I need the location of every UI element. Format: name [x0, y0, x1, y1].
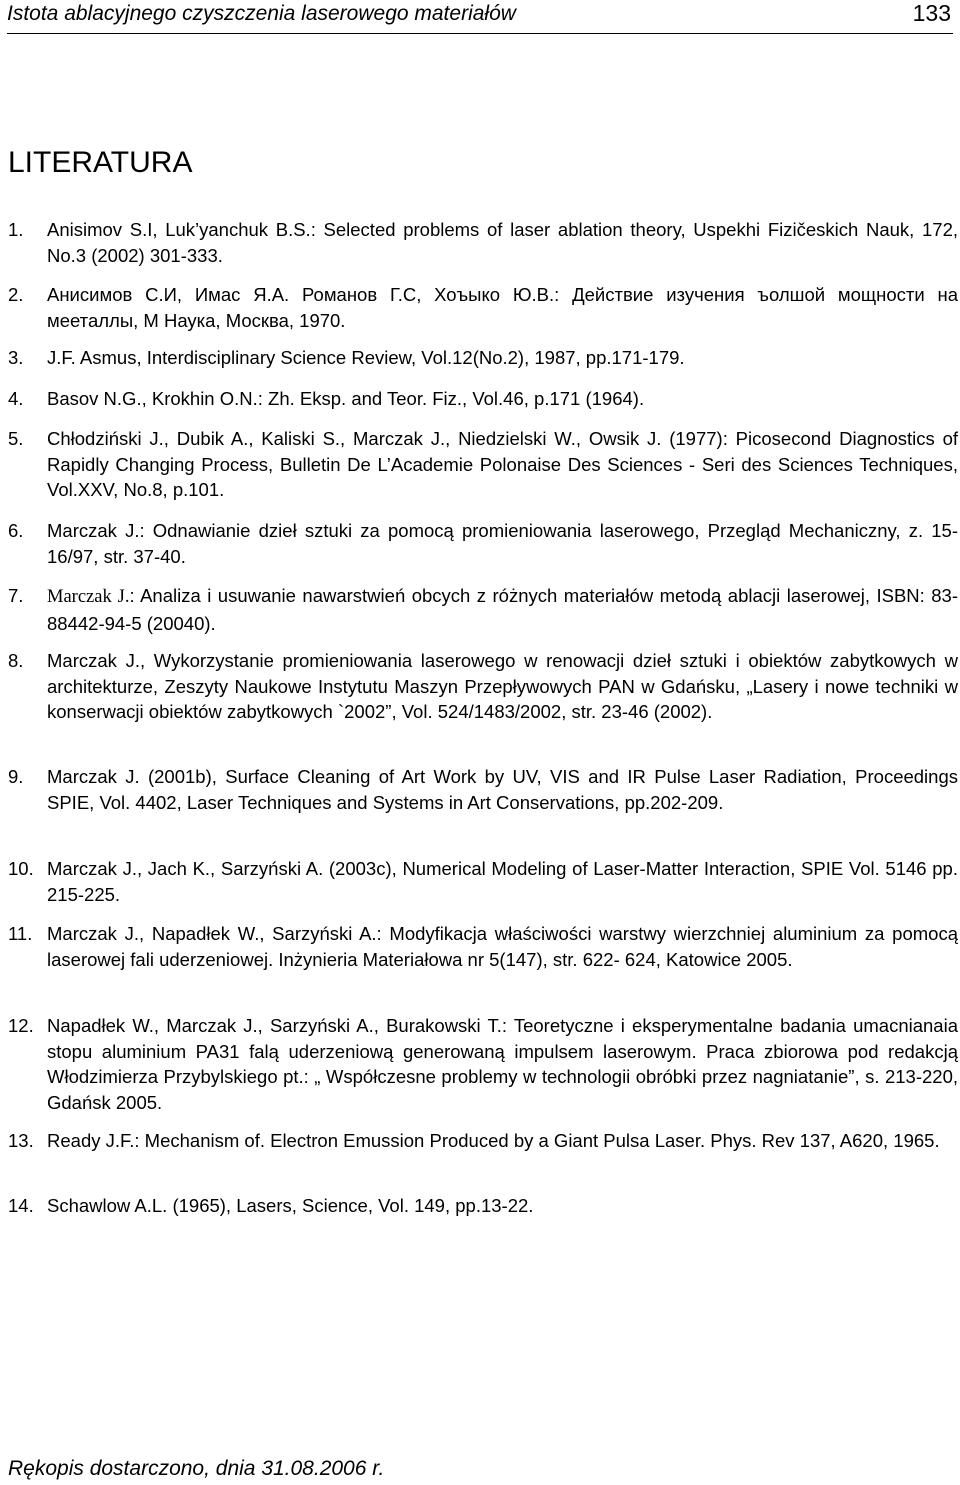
reference-number: 4. — [8, 388, 24, 409]
reference-text: Marczak J., Napadłek W., Sarzyński A.: Modyfikacja właściwości warstwy wierzchniej aluminium za pomocą laserowej fali uderzeniowej. Inżynieria Materiałowa nr 5(147), str. 622- 624, Katowice 2005. — [47, 923, 958, 970]
reference-number: 7. — [8, 585, 24, 606]
reference-number: 10. — [8, 858, 34, 879]
reference-text: Ready J.F.: Mechanism of. Electron Emussion Produced by a Giant Pulsa Laser. Phys. Rev 137, A620, 1965. — [47, 1130, 940, 1151]
reference-item — [8, 1193, 958, 1219]
reference-item — [8, 518, 958, 569]
reference-number: 2. — [8, 284, 24, 305]
reference-text: Basov N.G., Krokhin O.N.: Zh. Eksp. and Teor. Fiz., Vol.46, p.171 (1964). — [47, 388, 645, 409]
reference-item — [8, 583, 958, 636]
reference-text: Schawlow A.L. (1965), Lasers, Science, Vol. 149, pp.13-22. — [47, 1195, 534, 1216]
reference-number: 11. — [8, 923, 33, 944]
reference-number: 8. — [8, 650, 24, 671]
reference-number: 1. — [8, 219, 24, 240]
reference-rest: : Analiza i usuwanie nawarstwień obcych z różnych materiałów metodą ablacji laserowej, ISBN: 83-88442-94-5 (20040). — [47, 585, 958, 634]
reference-number: 14. — [8, 1195, 34, 1216]
reference-number: 9. — [8, 766, 24, 787]
page-number: 133 — [912, 0, 951, 26]
reference-number: 12. — [8, 1015, 34, 1036]
reference-item — [8, 282, 958, 333]
reference-text: Marczak J., Wykorzystanie promieniowania laserowego w renowacji dzieł sztuki i obiektów zabytkowych w architekturze, Zeszyty Naukowe Instytutu Maszyn Przepływowych PAN w Gdańsku, „Lasery i nowe techniki w konserwacji obiektów zabytkowych `2002”, Vol. 524/1483/2002, str. 23-46 (2002). — [47, 650, 958, 722]
reference-item — [8, 856, 958, 907]
reference-text: Анисимов С.И, Имас Я.А. Романов Г.С, Хоъыко Ю.В.: Действие изучения ъолшой мощности на мееталлы, М Наука, Москва, 1970. — [47, 284, 958, 331]
reference-number: 6. — [8, 520, 24, 541]
reference-text: Anisimov S.I, Luk’yanchuk B.S.: Selected problems of laser ablation theory, Uspekhi Fizičeskich Nauk, 172, No.3 (2002) 301-333. — [47, 219, 958, 266]
section-heading: LITERATURA — [8, 146, 193, 179]
page-header — [7, 0, 953, 34]
reference-item — [8, 345, 958, 371]
reference-number: 13. — [8, 1130, 34, 1151]
reference-text: Chłodziński J., Dubik A., Kaliski S., Marczak J., Niedzielski W., Owsik J. (1977): Picosecond Diagnostics of Rapidly Changing Process, Bulletin De L’Academie Polonaise Des Sciences - Seri des Sciences Techniques, Vol.XXV, No.8, p.101. — [47, 428, 958, 500]
running-title: Istota ablacyjnego czyszczenia laserowego materiałów — [7, 2, 516, 25]
reference-number: 5. — [8, 428, 24, 449]
reference-text: Marczak J.: Odnawianie dzieł sztuki za pomocą promieniowania laserowego, Przegląd Mechaniczny, z. 15-16/97, str. 37-40. — [47, 520, 958, 567]
reference-item — [8, 386, 958, 412]
reference-text: J.F. Asmus, Interdisciplinary Science Review, Vol.12(No.2), 1987, pp.171-179. — [47, 347, 685, 368]
reference-item — [8, 1013, 958, 1115]
reference-item — [8, 648, 958, 725]
reference-number: 3. — [8, 347, 24, 368]
reference-text — [47, 583, 958, 636]
reference-item — [8, 217, 958, 268]
reference-author: Marczak J. — [47, 587, 130, 607]
reference-item — [8, 1128, 958, 1154]
reference-item — [8, 764, 958, 815]
reference-item — [8, 426, 958, 503]
manuscript-received-note: Rękopis dostarczono, dnia 31.08.2006 r. — [8, 1457, 385, 1480]
reference-text: Marczak J. (2001b), Surface Cleaning of Art Work by UV, VIS and IR Pulse Laser Radiation, Proceedings SPIE, Vol. 4402, Laser Techniques and Systems in Art Conservations, pp.202-209. — [47, 766, 958, 813]
reference-item — [8, 921, 958, 972]
reference-text: Napadłek W., Marczak J., Sarzyński A., Burakowski T.: Teoretyczne i eksperymentalne badania umacnianaia stopu aluminium PA31 falą uderzeniową generowaną impulsem laserowym. Praca zbiorowa pod redakcją Włodzimierza Przybylskiego pt.: „ Współczesne problemy w technologii obróbki przez nagniatanie”, s. 213-220, Gdańsk 2005. — [47, 1015, 958, 1113]
reference-text: Marczak J., Jach K., Sarzyński A. (2003c), Numerical Modeling of Laser-Matter Interaction, SPIE Vol. 5146 pp. 215-225. — [47, 858, 958, 905]
